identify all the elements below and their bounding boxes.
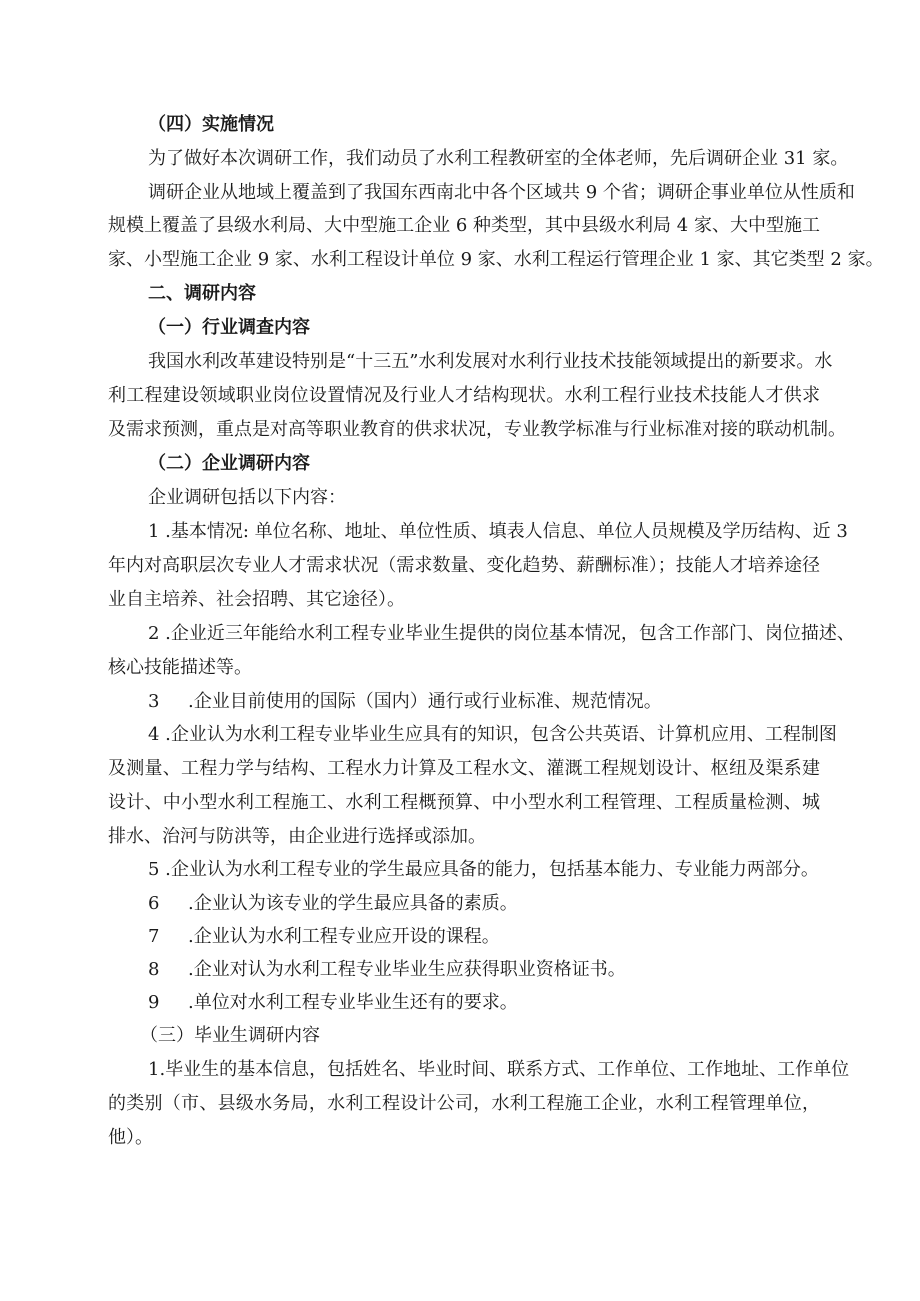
section-heading-implementation: （四）实施情况 (148, 114, 274, 135)
list-item-line: 的类别（市、县级水务局，水利工程设计公司，水利工程施工企业，水利工程管理单位， (108, 1093, 820, 1114)
list-item-line: 及测量、工程力学与结构、工程水力计算及工程水文、灌溉工程规划设计、枢纽及渠系建 (108, 758, 820, 779)
list-item-number: 6 (148, 893, 160, 914)
chapter-heading-survey-content: 二、调研内容 (148, 283, 256, 304)
list-item-line: 2 .企业近三年能给水利工程专业毕业生提供的岗位基本情况，包含工作部门、岗位描述、 (148, 623, 855, 644)
list-item-text: .单位对水利工程专业毕业生还有的要求。 (188, 992, 518, 1013)
list-item-line: 排水、治河与防洪等，由企业进行选择或添加。 (108, 826, 486, 847)
list-item-text: .企业认为水利工程专业应开设的课程。 (188, 926, 500, 947)
list-item-line: 核心技能描述等。 (108, 657, 252, 678)
paragraph-line: 利工程建设领域职业岗位设置情况及行业人才结构现状。水利工程行业技术技能人才供求 (108, 385, 820, 406)
list-item-line: 1 .基本情况: 单位名称、地址、单位性质、填表人信息、单位人员规模及学历结构、近 3 (148, 521, 848, 542)
list-item (148, 958, 626, 982)
paragraph-line: 为了做好本次调研工作，我们动员了水利工程教研室的全体老师，先后调研企业 31 家。 (148, 148, 849, 169)
list-item-number: 8 (148, 959, 160, 980)
paragraph-line: 调研企业从地域上覆盖到了我国东西南北中各个区域共 9 个省；调研企事业单位从性质和 (148, 182, 855, 203)
list-item-line: 业自主培养、社会招聘、其它途径）。 (108, 589, 405, 610)
paragraph-line: 企业调研包括以下内容： (148, 487, 346, 508)
list-item-number: 3 (148, 691, 160, 712)
list-item-line: 年内对高职层次专业人才需求状况（需求数量、变化趋势、薪酬标准）；技能人才培养途径 (108, 555, 820, 576)
list-item-line: 他）。 (108, 1127, 153, 1148)
list-item-line: 1.毕业生的基本信息，包括姓名、毕业时间、联系方式、工作单位、工作地址、工作单位 (148, 1059, 850, 1080)
list-item-line: 4 .企业认为水利工程专业毕业生应具有的知识，包含公共英语、计算机应用、工程制图 (148, 724, 837, 745)
section-heading-graduates: （三）毕业生调研内容 (140, 1025, 320, 1046)
list-item (148, 925, 500, 949)
list-item (148, 690, 662, 714)
list-item (148, 991, 518, 1015)
list-item-line: 设计、中小型水利工程施工、水利工程概预算、中小型水利工程管理、工程质量检测、城 (108, 792, 820, 813)
paragraph-line: 我国水利改革建设特别是“十三五”水利发展对水利行业技术技能领域提出的新要求。水 (148, 351, 833, 372)
section-heading-industry: （一）行业调查内容 (148, 317, 310, 338)
list-item-line: 5 .企业认为水利工程专业的学生最应具备的能力，包括基本能力、专业能力两部分。 (148, 859, 819, 880)
list-item-text: .企业认为该专业的学生最应具备的素质。 (188, 893, 518, 914)
list-item-number: 7 (148, 926, 160, 947)
list-item-number: 9 (148, 992, 160, 1013)
paragraph-line: 家、小型施工企业 9 家、水利工程设计单位 9 家、水利工程运行管理企业 1 家、其它类型 2 家。 (108, 249, 884, 270)
paragraph-line: 及需求预测，重点是对高等职业教育的供求状况，专业教学标准与行业标准对接的联动机制。 (108, 419, 846, 440)
list-item (148, 892, 518, 916)
paragraph-line: 规模上覆盖了县级水利局、大中型施工企业 6 种类型，其中县级水利局 4 家、大中型施工 (108, 215, 820, 236)
list-item-text: .企业对认为水利工程专业毕业生应获得职业资格证书。 (188, 959, 626, 980)
section-heading-enterprise: （二）企业调研内容 (148, 453, 310, 474)
list-item-text: .企业目前使用的国际（国内）通行或行业标准、规范情况。 (188, 691, 662, 712)
